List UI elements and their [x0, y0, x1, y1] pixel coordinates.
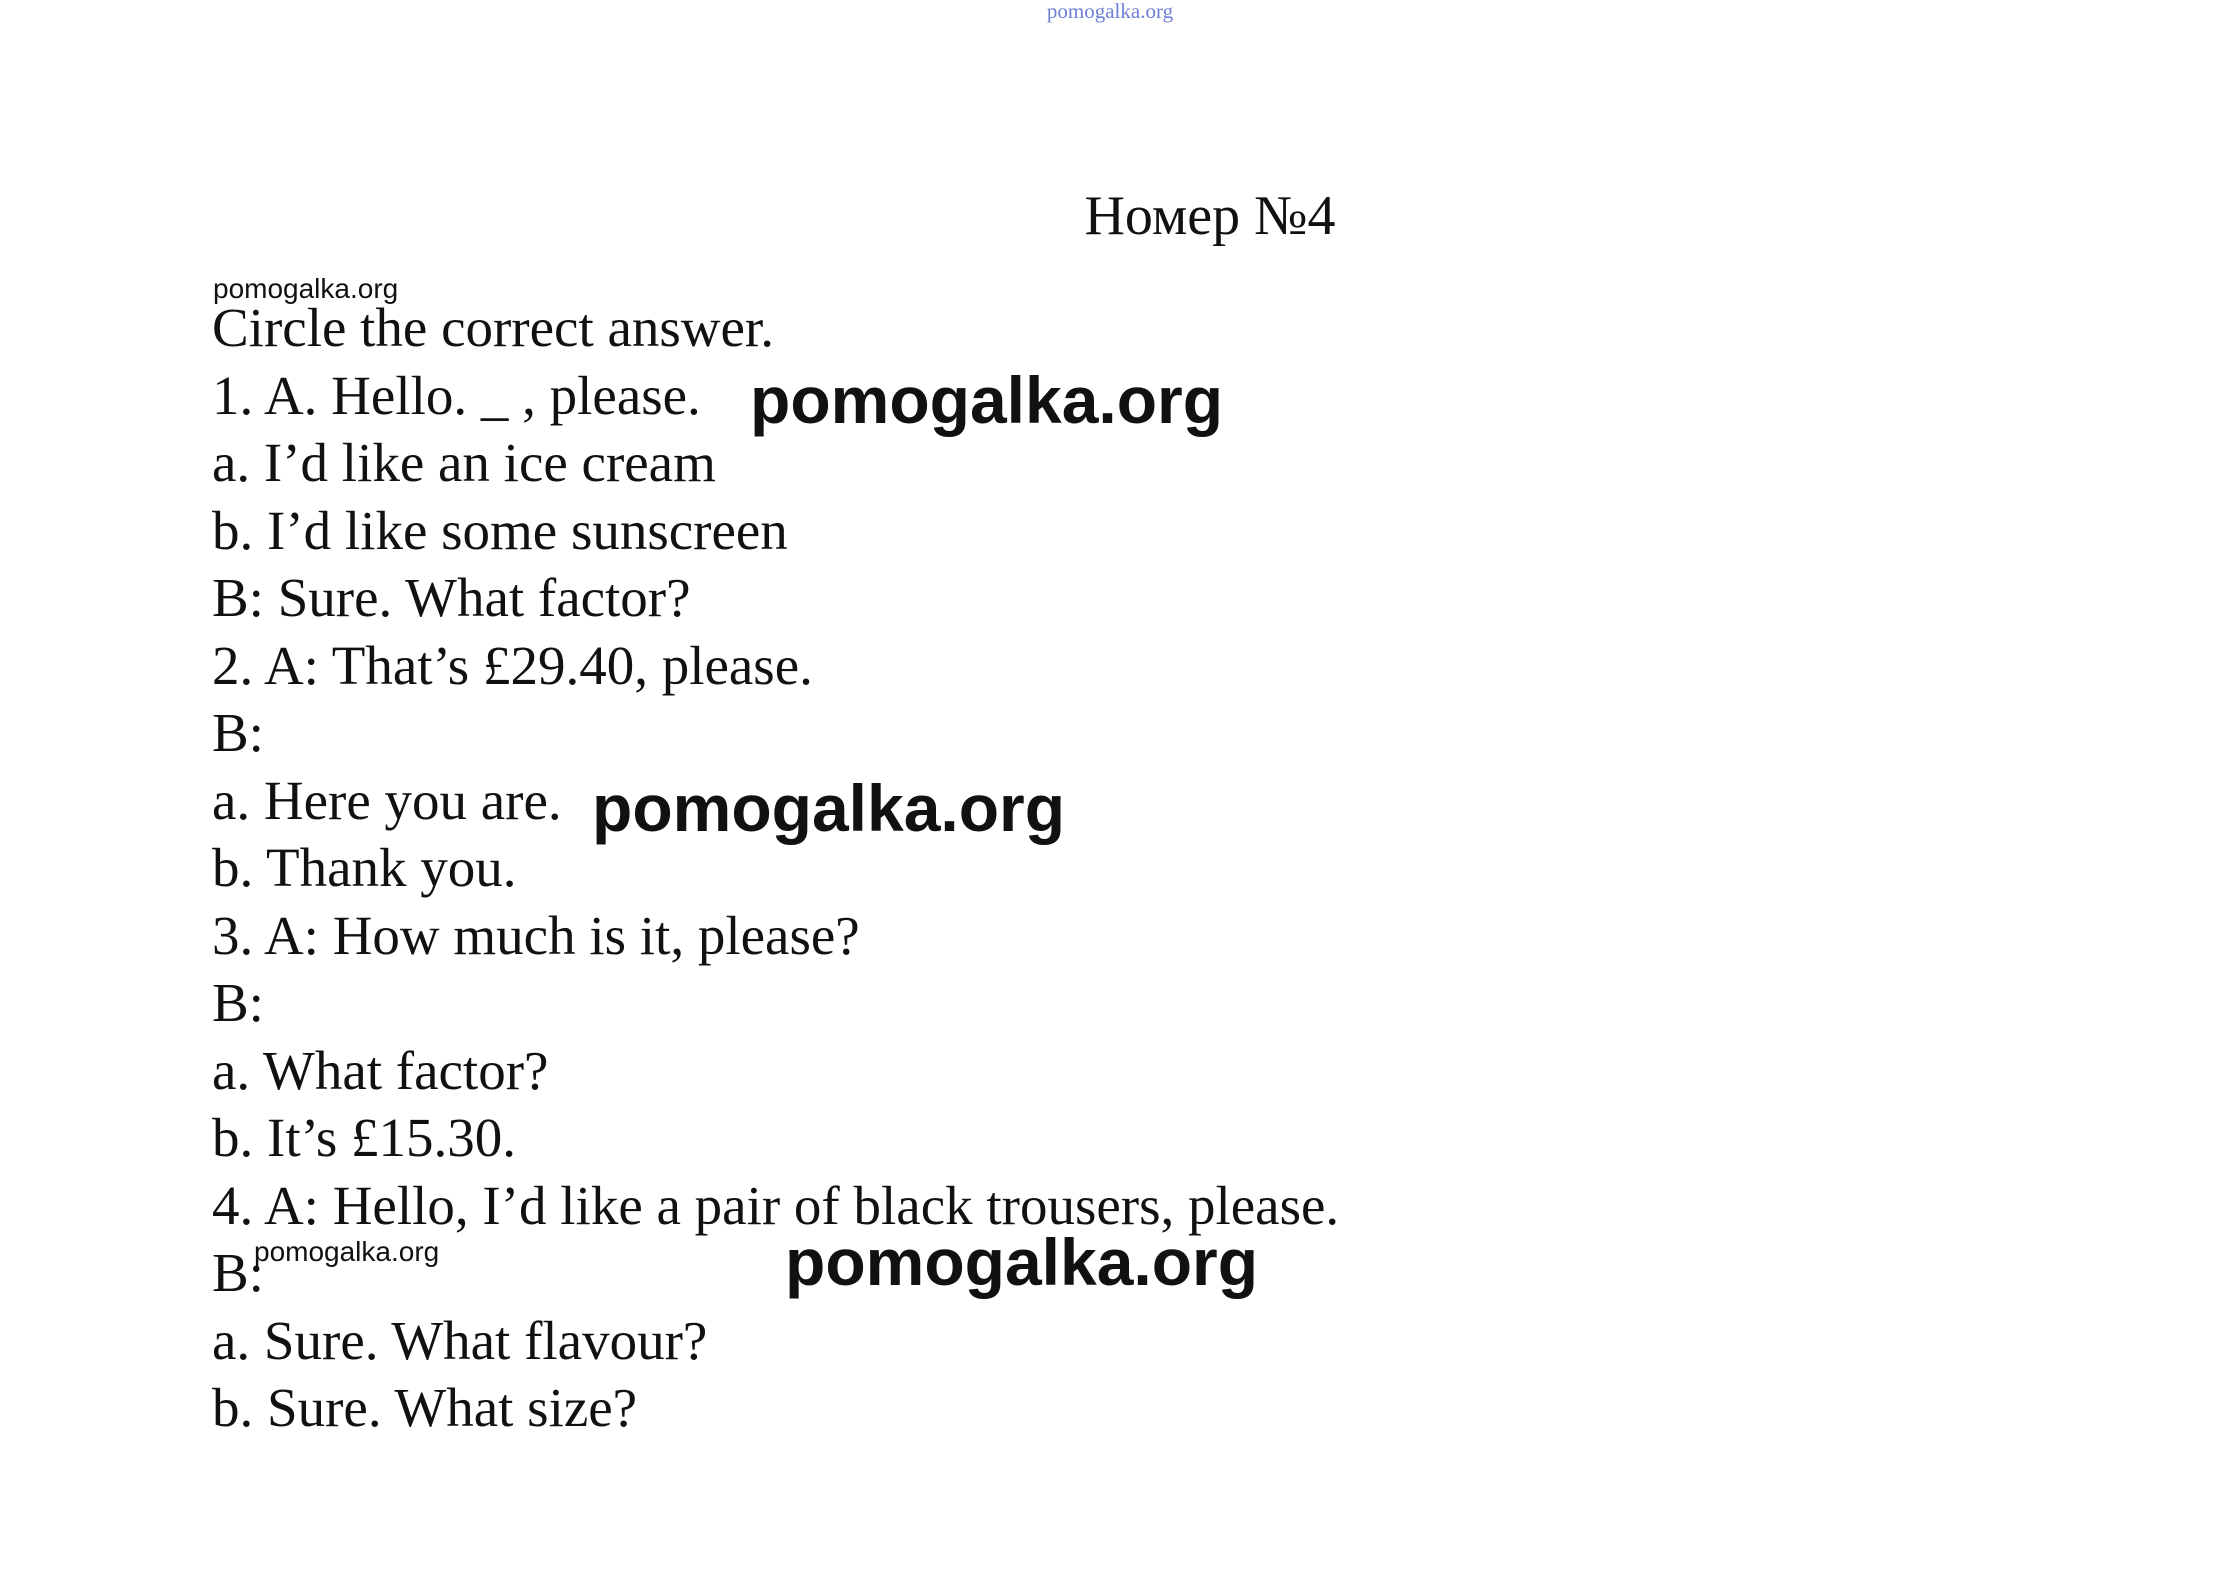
page-title: Номер №4	[1084, 185, 1336, 247]
option-line: b. Sure. What size?	[212, 1377, 638, 1438]
option-line: a. What factor?	[212, 1039, 549, 1101]
option-line: a. I’d like an ice cream	[212, 432, 716, 493]
top-watermark: pomogalka.org	[1046, 0, 1174, 23]
option-line: a. Sure. What flavour?	[212, 1309, 708, 1371]
dialogue-line: 2. A: That’s £29.40, please.	[212, 634, 813, 696]
small-watermark: pomogalka.org	[213, 273, 399, 304]
option-line: b. It’s £15.30.	[212, 1107, 517, 1168]
option-line: b. I’d like some sunscreen	[212, 499, 788, 561]
dialogue-line: B:	[212, 1242, 264, 1303]
dialogue-line: 3. A: How much is it, please?	[212, 904, 860, 966]
dialogue-line: 1. A. Hello. _ , please.	[212, 364, 701, 426]
dialogue-line: B: Sure. What factor?	[212, 567, 691, 628]
dialogue-line: 4. A: Hello, I’d like a pair of black trousers, please.	[212, 1174, 1340, 1236]
option-line: b. Thank you.	[212, 837, 517, 898]
dialogue-line: B:	[212, 702, 264, 763]
dialogue-line: B:	[212, 972, 264, 1033]
instruction-line: Circle the correct answer.	[212, 297, 774, 358]
big-watermark: pomogalka.org	[592, 771, 1066, 845]
small-watermark: pomogalka.org	[254, 1236, 440, 1267]
big-watermark: pomogalka.org	[785, 1225, 1259, 1299]
option-line: a. Here you are.	[212, 769, 562, 831]
big-watermark: pomogalka.org	[750, 363, 1224, 437]
